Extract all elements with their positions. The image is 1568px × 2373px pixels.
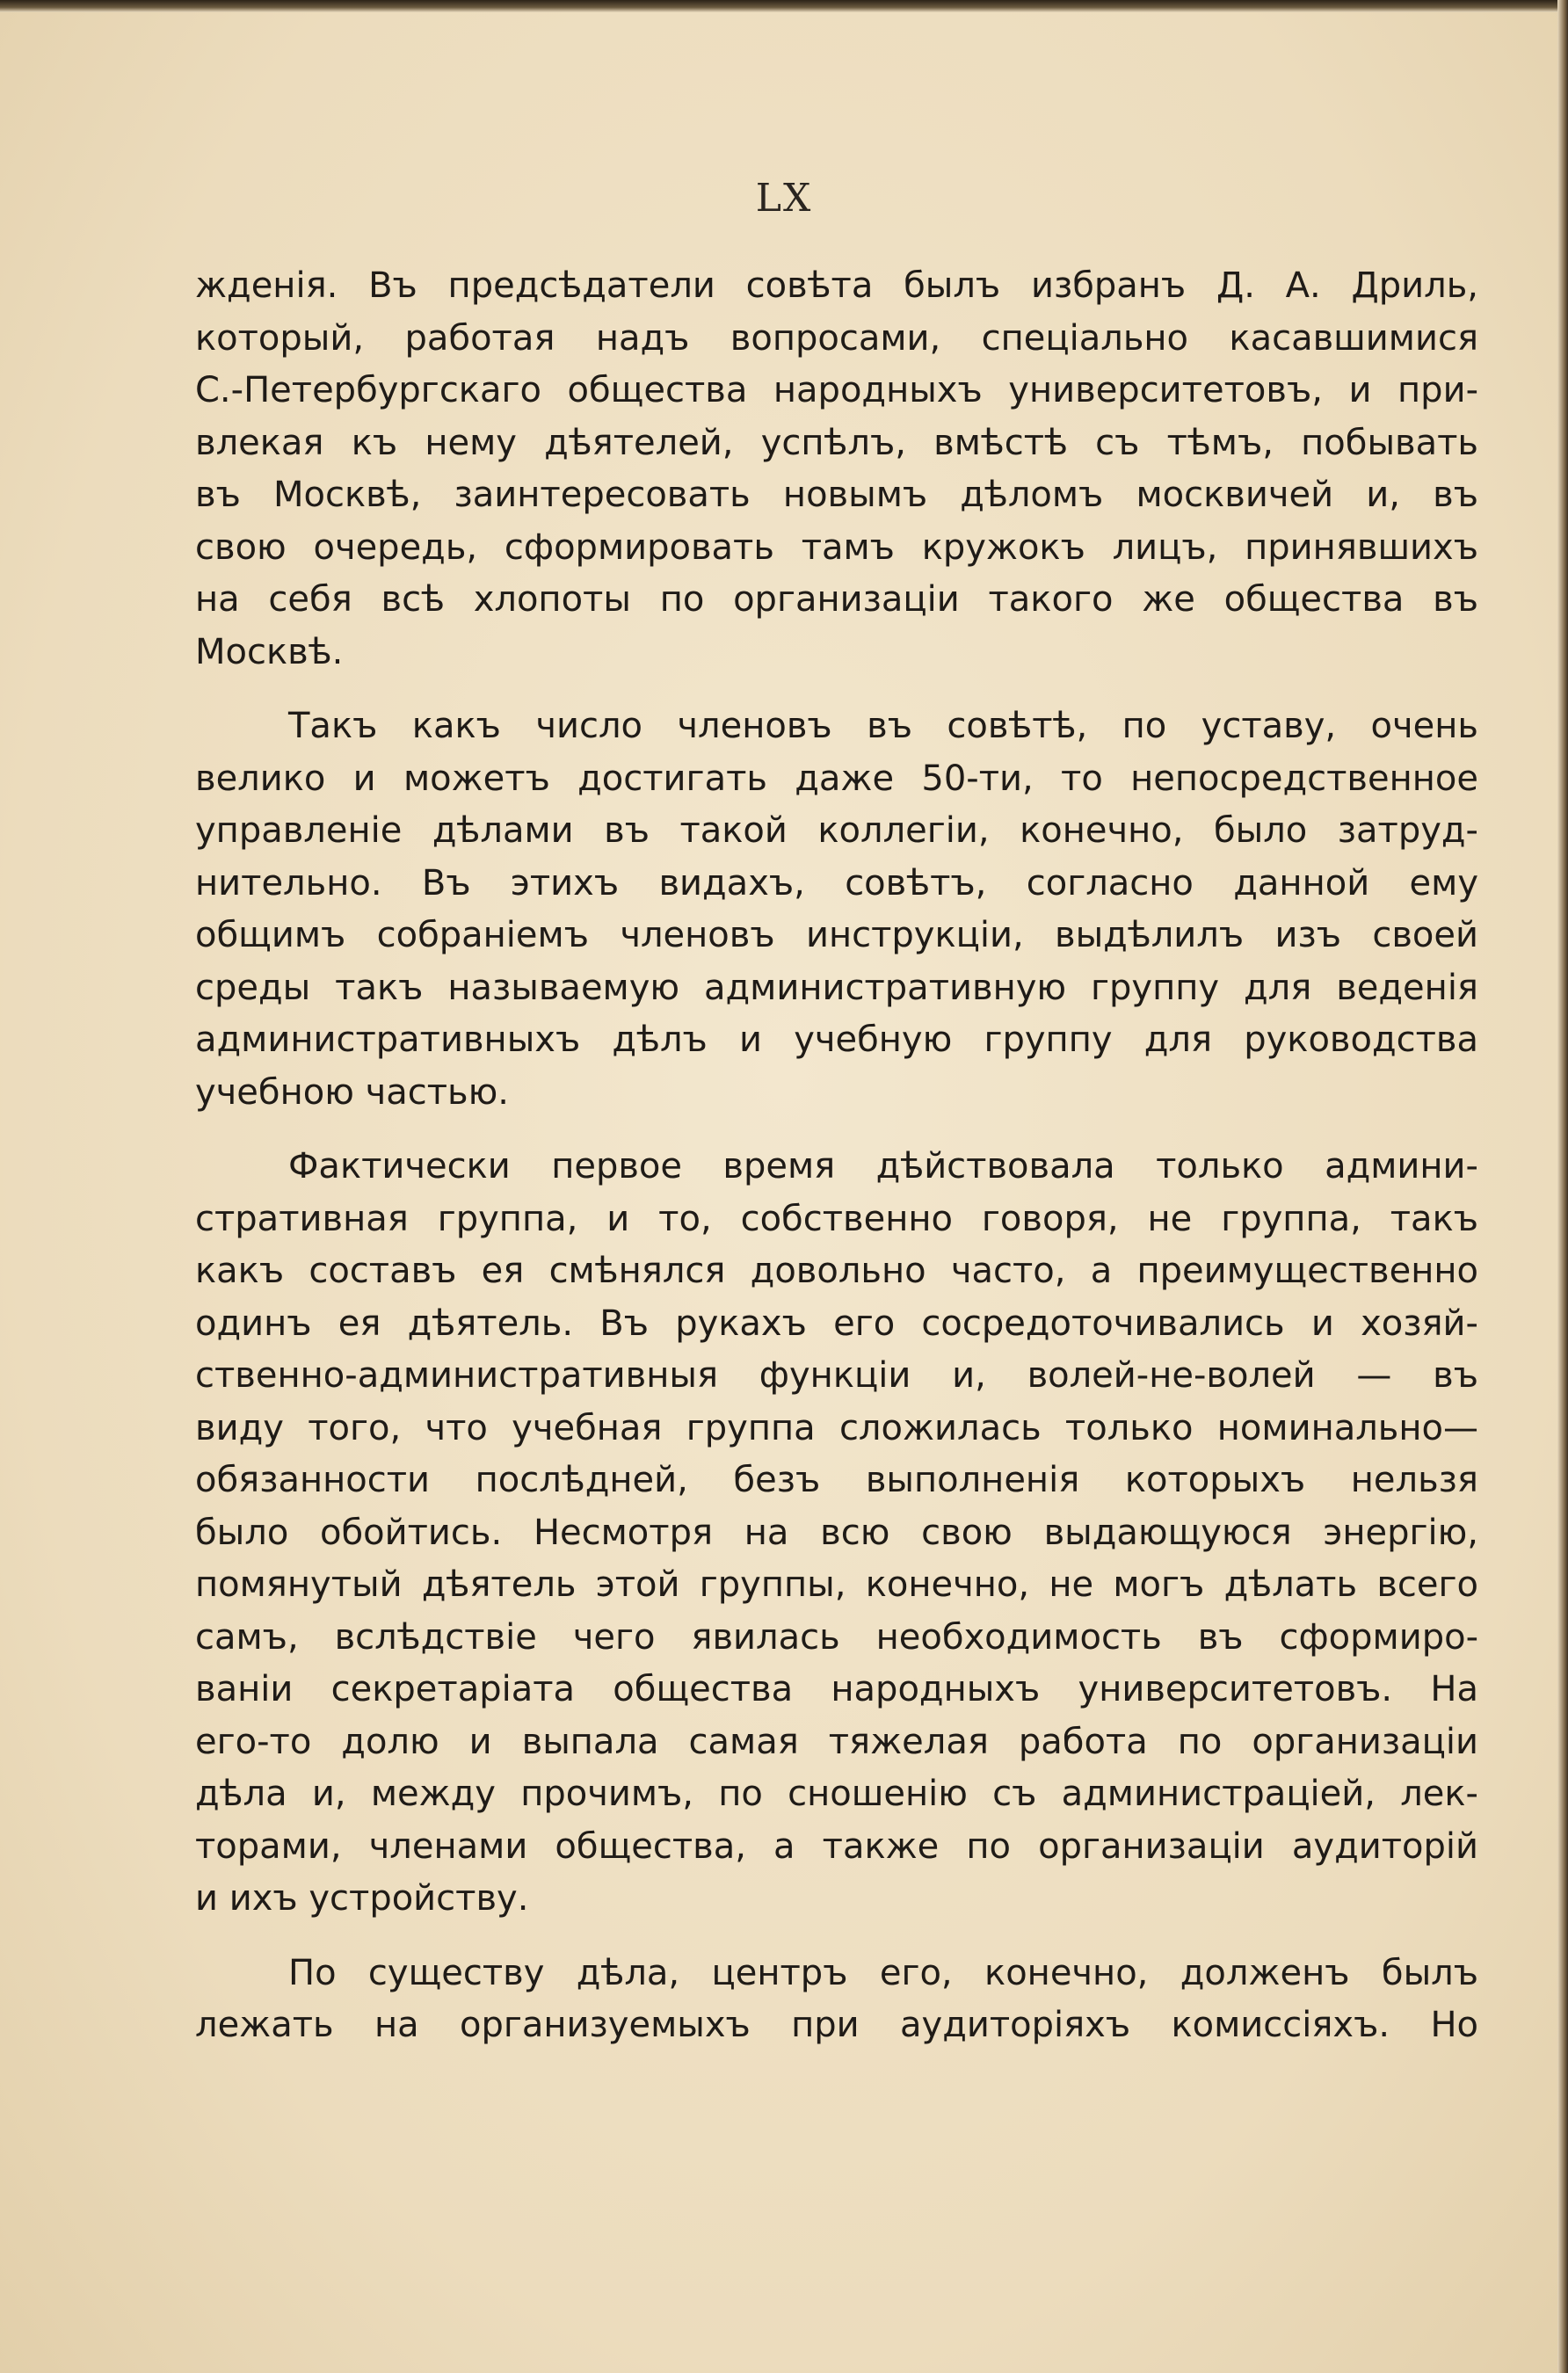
text-line: управленіе дѣлами въ такой коллегіи, конечно, было затруд- [195,810,1478,851]
text-line: среды такъ называемую административную группу для веденія [195,967,1478,1008]
text-line: Фактически первое время дѣйствовала только админи- [288,1146,1478,1186]
text-line: жденія. Въ предсѣдатели совѣта былъ избранъ Д. А. Дриль, [195,265,1478,306]
text-line: общимъ собраніемъ членовъ инструкціи, выдѣлилъ изъ своей [195,915,1478,955]
text-line: и ихъ устройству. [195,1878,529,1919]
text-line: стративная группа, и то, собственно говоря, не группа, такъ [195,1198,1478,1239]
paragraph-gap [195,679,1478,700]
text-line: одинъ ея дѣятель. Въ рукахъ его сосредоточивались и хозяй- [195,1303,1478,1344]
paragraph [195,260,1478,679]
scan-right-edge [1557,0,1568,2373]
scan-top-edge [0,0,1568,12]
text-line: свою очередь, сформировать тамъ кружокъ лицъ, принявшихъ [195,526,1478,568]
text-line: его-то долю и выпала самая тяжелая работа по организаціи [195,1721,1478,1762]
body-text [195,260,1478,2052]
text-line: ственно-административныя функціи и, волей-не-волей — въ [195,1355,1478,1396]
paragraph-gap [195,1926,1478,1948]
text-line: торами, членами общества, а также по организаціи аудиторій [195,1825,1478,1867]
text-line: самъ, вслѣдствіе чего явилась необходимость въ сформиро- [195,1616,1478,1658]
text-line: дѣла и, между прочимъ, по сношенію съ администраціей, лек- [195,1774,1478,1814]
text-line: помянутый дѣятель этой группы, конечно, не могъ дѣлать всего [195,1564,1478,1605]
paragraph [195,1948,1478,2052]
text-line: который, работая надъ вопросами, спеціально касавшимися [195,317,1478,359]
paragraph [195,1141,1478,1926]
text-line: ваніи секретаріата общества народныхъ университетовъ. На [195,1669,1478,1709]
text-line: нительно. Въ этихъ видахъ, совѣтъ, согласно данной ему [195,862,1478,903]
text-line: виду того, что учебная группа сложилась только номинально— [195,1407,1478,1448]
page-number: LX [755,176,813,221]
text-line: административныхъ дѣлъ и учебную группу для руководства [195,1020,1478,1060]
text-line: обязанности послѣдней, безъ выполненія которыхъ нельзя [195,1460,1478,1500]
text-line: на себя всѣ хлопоты по организаціи такого же общества въ [195,579,1478,620]
text-line: въ Москвѣ, заинтересовать новымъ дѣломъ москвичей и, въ [195,475,1478,515]
paragraph [195,700,1478,1119]
text-line: какъ составъ ея смѣнялся довольно часто, а преимущественно [195,1251,1478,1291]
text-line: Такъ какъ число членовъ въ совѣтѣ, по уставу, очень [288,706,1478,746]
text-line: По существу дѣла, центръ его, конечно, долженъ былъ [288,1952,1478,1993]
text-line: учебною частью. [195,1071,509,1113]
text-line: Москвѣ. [195,631,344,672]
text-line: лежать на организуемыхъ при аудиторіяхъ комиссіяхъ. Но [195,2005,1478,2045]
text-line: было обойтись. Несмотря на всю свою выдающуюся энергію, [195,1512,1478,1553]
text-line: влекая къ нему дѣятелей, успѣлъ, вмѣстѣ съ тѣмъ, побывать [195,422,1478,463]
text-line: велико и можетъ достигать даже 50-ти, то непосредственное [195,758,1478,799]
text-line: С.-Петербургскаго общества народныхъ университетовъ, и при- [195,370,1478,410]
paragraph-gap [195,1119,1478,1141]
